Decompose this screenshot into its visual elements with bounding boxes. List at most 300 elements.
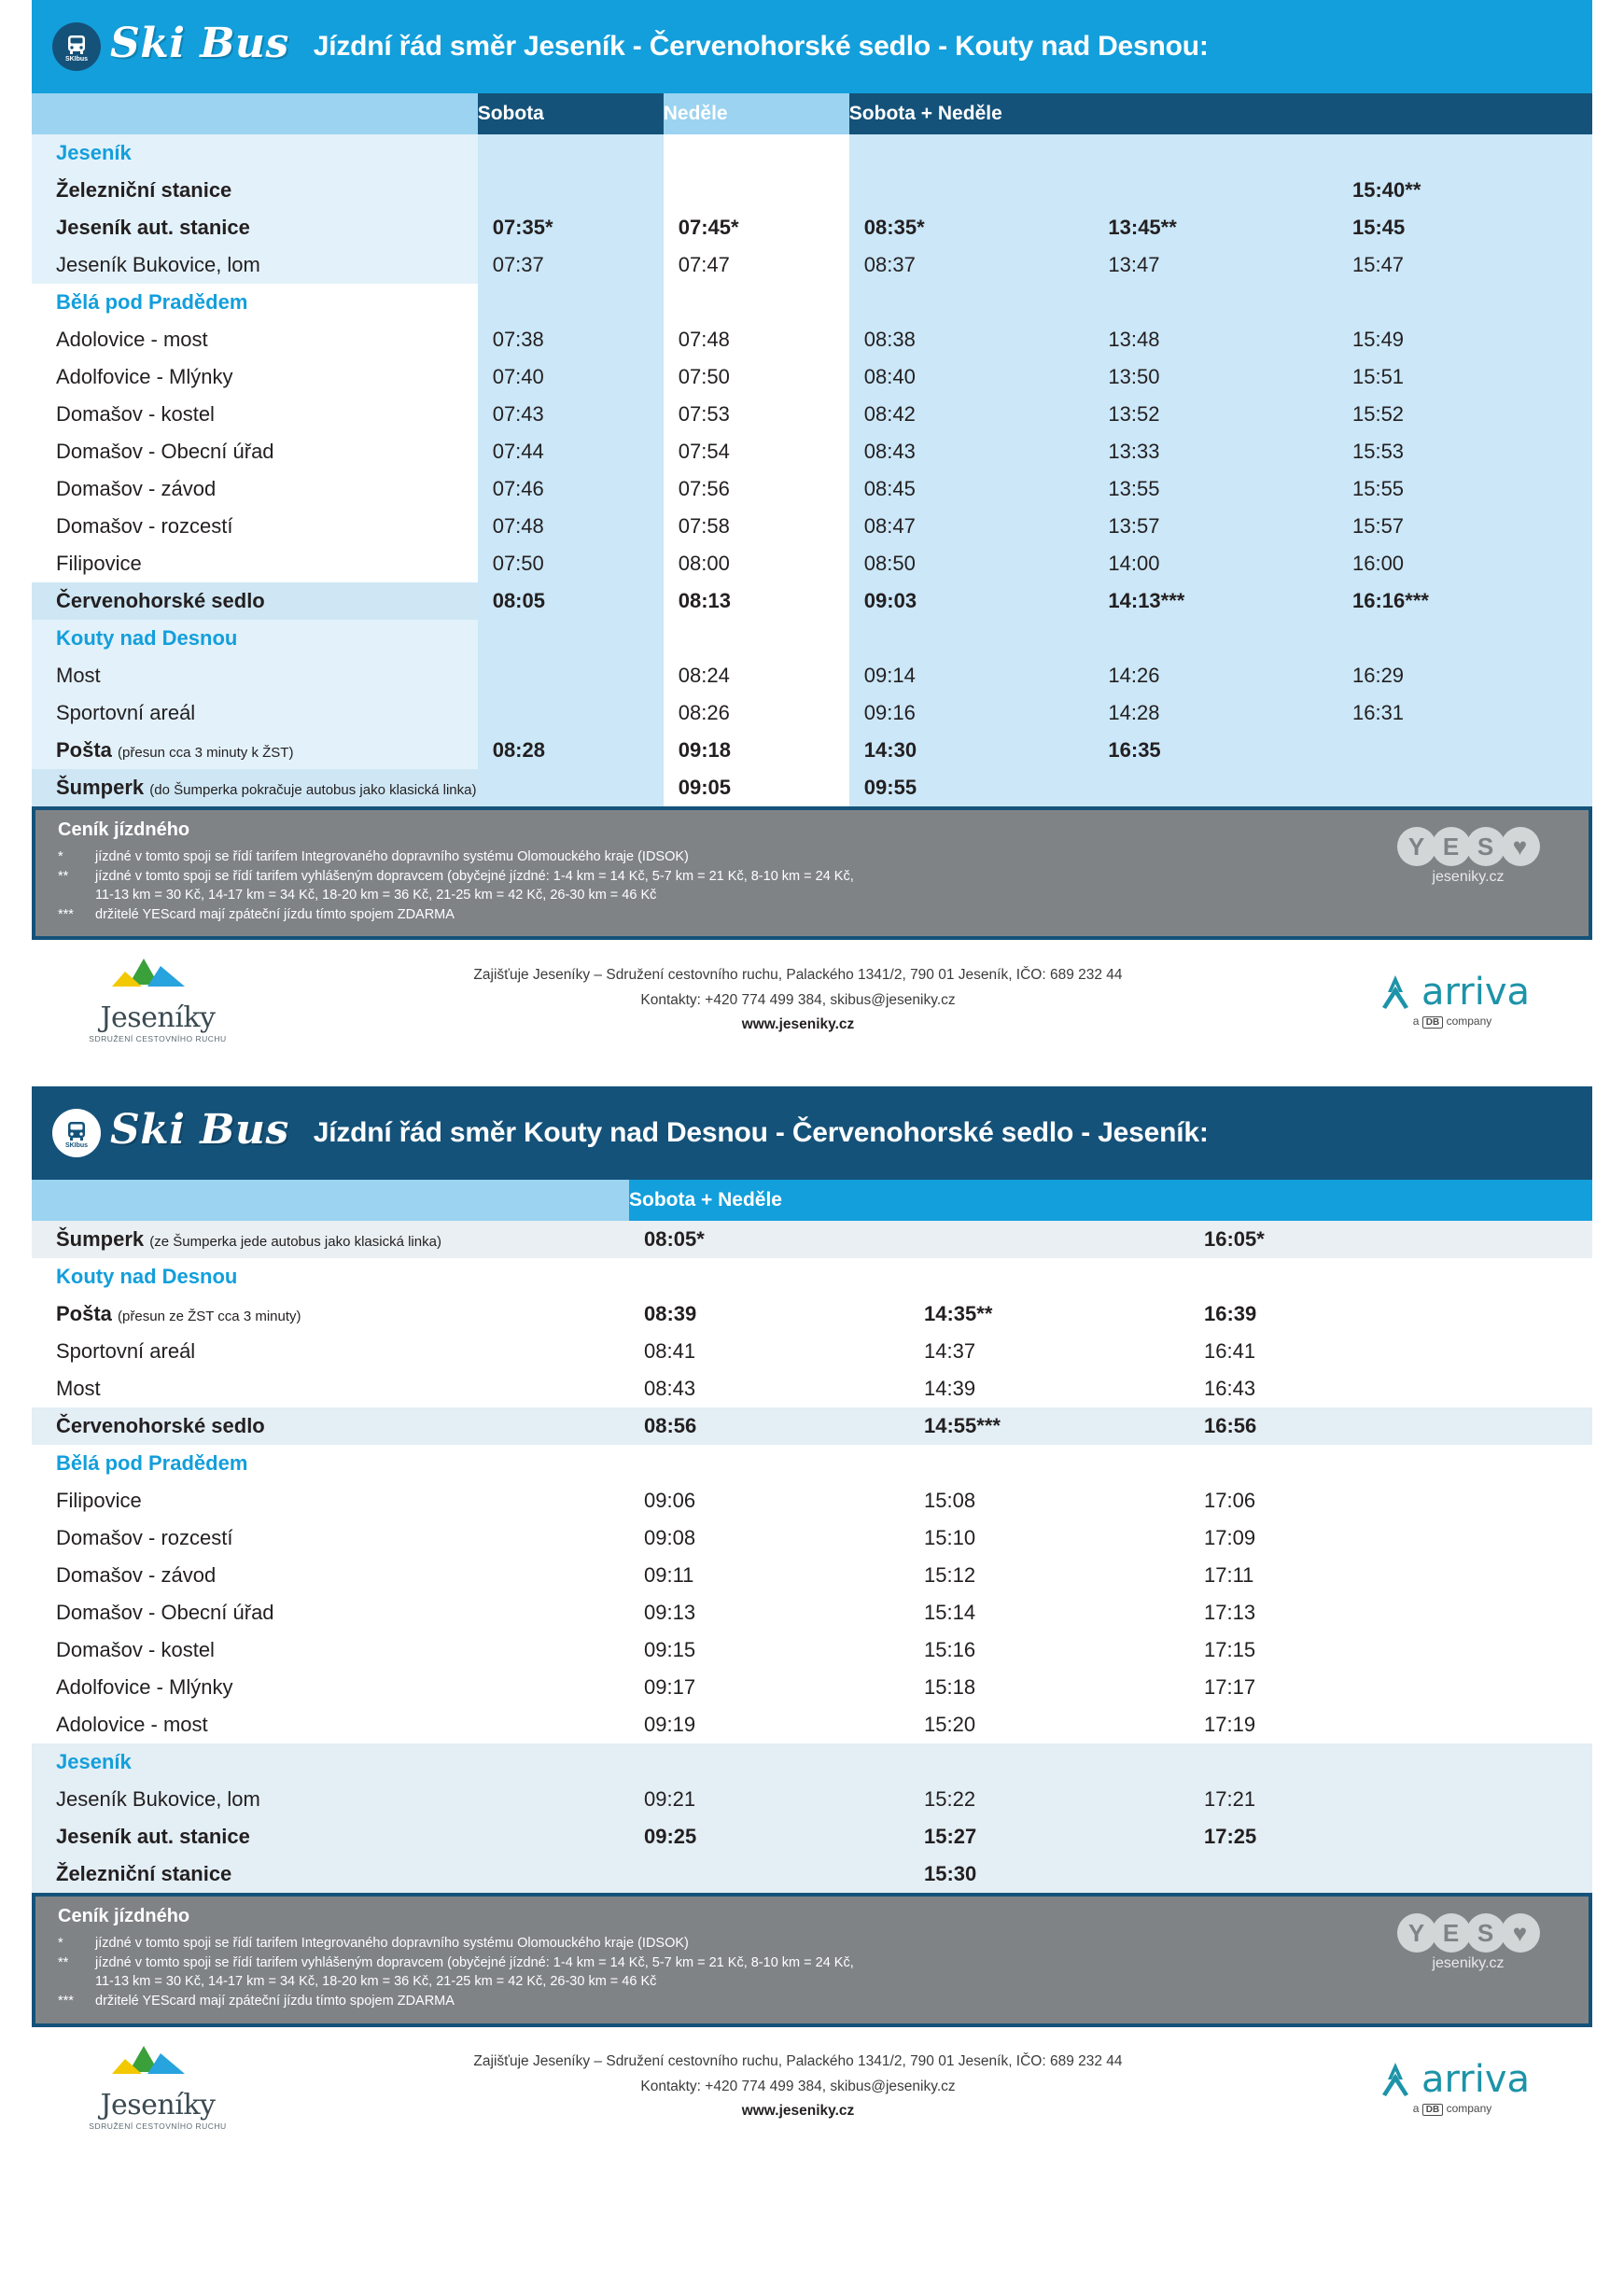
poster1-pricing-panel xyxy=(32,806,1592,940)
footnote-2-b xyxy=(58,1954,1361,1973)
stop-name: Jeseník xyxy=(56,1750,132,1774)
table-row xyxy=(32,321,1592,358)
departure-time: 16:31 xyxy=(1337,694,1592,732)
departure-time: 15:52 xyxy=(1337,396,1592,433)
departure-time: 15:47 xyxy=(1337,246,1592,284)
departure-time: 17:17 xyxy=(1204,1675,1256,1700)
pricing-heading-2: Ceník jízdného xyxy=(58,1906,190,1927)
departure-time: 09:13 xyxy=(644,1601,696,1625)
departure-time: 07:38 xyxy=(478,321,664,358)
footnote-3-text: držitelé YEScard mají zpáteční jízdu tímto spojem ZDARMA xyxy=(95,906,455,922)
departure-time: 16:56 xyxy=(1204,1414,1257,1438)
stop-name: Domašov - kostel xyxy=(56,1638,215,1662)
departure-time xyxy=(1189,1743,1592,1781)
departure-time: 09:15 xyxy=(644,1638,696,1662)
departure-time: 08:28 xyxy=(478,732,664,769)
departure-time: 16:39 xyxy=(1204,1302,1257,1326)
skibus-wordmark: Ski Bus xyxy=(110,20,289,67)
yescard-letter-y: Y xyxy=(1397,1913,1436,1953)
departure-time: 07:53 xyxy=(664,396,849,433)
footnote-2-b-text: jízdné v tomto spoji se řídí tarifem vyhlášeným dopravcem (obyčejné jízdné: 1-4 km = 14 Kč, 5-7 km = 21 Kč, 8-10 km = 24 Kč, xyxy=(95,1954,854,1970)
departure-time: 07:35* xyxy=(478,209,664,246)
departure-time: 09:03 xyxy=(849,582,1094,620)
departure-time xyxy=(664,620,849,657)
departure-time: 09:16 xyxy=(849,694,1094,732)
stop-name: Sportovní areál xyxy=(56,1339,196,1364)
departure-time xyxy=(1337,134,1592,172)
table-row xyxy=(32,582,1592,620)
header-stop-col xyxy=(32,93,478,134)
departure-time: 08:26 xyxy=(664,694,849,732)
header-sobota-nedele: Sobota + Neděle xyxy=(849,93,1592,134)
departure-time: 15:20 xyxy=(924,1713,976,1737)
departure-time: 14:13*** xyxy=(1093,582,1337,620)
table-row xyxy=(32,1781,1592,1818)
departure-time: 15:08 xyxy=(924,1489,976,1513)
poster1-footer xyxy=(32,940,1592,1064)
departure-time: 07:48 xyxy=(478,508,664,545)
departure-time: 15:40** xyxy=(1337,172,1592,209)
departure-time: 09:06 xyxy=(644,1489,696,1513)
departure-time xyxy=(629,1445,909,1482)
stop-name: Kouty nad Desnou xyxy=(56,626,238,650)
departure-time: 14:28 xyxy=(1093,694,1337,732)
stop-name: Železniční stanice xyxy=(56,178,232,202)
table-row xyxy=(32,1818,1592,1855)
departure-time: 08:00 xyxy=(664,545,849,582)
arriva-sub-c: company xyxy=(1446,1015,1492,1029)
departure-time xyxy=(664,284,849,321)
db-logo-2: DB xyxy=(1422,2104,1443,2116)
departure-time: 09:19 xyxy=(644,1713,696,1737)
departure-time: 08:45 xyxy=(849,470,1094,508)
departure-time xyxy=(1189,1445,1592,1482)
departure-time: 15:10 xyxy=(924,1526,976,1550)
departure-time xyxy=(1093,769,1337,806)
stop-name: Adolfovice - Mlýnky xyxy=(56,365,233,388)
departure-time xyxy=(849,172,1094,209)
table-row xyxy=(32,396,1592,433)
table-row xyxy=(32,1631,1592,1669)
departure-time: 07:44 xyxy=(478,433,664,470)
poster-inbound xyxy=(32,1086,1592,2150)
departure-time: 17:13 xyxy=(1204,1601,1256,1625)
departure-time: 16:29 xyxy=(1337,657,1592,694)
arriva-sub-a: a xyxy=(1412,1015,1420,1029)
departure-time: 13:52 xyxy=(1093,396,1337,433)
stop-name: Most xyxy=(56,664,101,687)
departure-time xyxy=(629,1855,909,1893)
table-row xyxy=(32,433,1592,470)
svg-text:SKIbus: SKIbus xyxy=(64,56,89,63)
table-row xyxy=(32,358,1592,396)
departure-time xyxy=(478,134,664,172)
footnote-2-b-cont-text: 11-13 km = 30 Kč, 14-17 km = 34 Kč, 18-20 km = 36 Kč, 21-25 km = 42 Kč, 26-30 km = 46 Kč xyxy=(95,1974,657,1990)
departure-time: 07:50 xyxy=(664,358,849,396)
departure-time: 09:18 xyxy=(664,732,849,769)
table-row xyxy=(32,620,1592,657)
footnote-2-mark: ** xyxy=(58,868,69,884)
departure-time: 08:47 xyxy=(849,508,1094,545)
table-row xyxy=(32,769,1592,806)
departure-time: 14:30 xyxy=(849,732,1094,769)
departure-time: 08:43 xyxy=(644,1377,696,1401)
yescard-logo-2 xyxy=(1361,1906,1575,1972)
departure-time: 15:30 xyxy=(924,1862,977,1886)
poster2-title: Jízdní řád směr Kouty nad Desnou - Červenohorské sedlo - Jeseník: xyxy=(313,1117,1209,1149)
departure-time: 09:17 xyxy=(644,1675,696,1700)
departure-time xyxy=(909,1258,1189,1295)
poster2-pricing-panel xyxy=(32,1893,1592,2026)
departure-time: 09:25 xyxy=(644,1825,697,1849)
table-row xyxy=(32,1407,1592,1445)
departure-time xyxy=(1093,172,1337,209)
departure-time xyxy=(478,172,664,209)
footer-website-2[interactable]: www.jeseniky.cz xyxy=(741,2103,855,2120)
departure-time: 09:21 xyxy=(644,1787,696,1812)
stop-name: Sportovní areál xyxy=(56,701,196,724)
table-row xyxy=(32,545,1592,582)
stop-name: Kouty nad Desnou xyxy=(56,1265,238,1289)
timetable-inbound-header xyxy=(32,1180,1592,1221)
arriva-wordmark: arriva xyxy=(1421,971,1530,1015)
departure-time: 15:18 xyxy=(924,1675,976,1700)
departure-time: 15:45 xyxy=(1337,209,1592,246)
arriva-logo-2 xyxy=(1331,2059,1574,2116)
departure-time: 09:08 xyxy=(644,1526,696,1550)
bus-icon xyxy=(52,1109,101,1157)
skibus-logo xyxy=(52,22,289,71)
departure-time xyxy=(849,134,1094,172)
departure-time xyxy=(664,172,849,209)
stop-name: Adolovice - most xyxy=(56,1713,208,1737)
stop-name: Červenohorské sedlo xyxy=(56,1414,265,1438)
footnote-2-text: jízdné v tomto spoji se řídí tarifem vyhlášeným dopravcem (obyčejné jízdné: 1-4 km = 14 Kč, 5-7 km = 21 Kč, 8-10 km = 24 Kč, xyxy=(95,868,854,884)
footnote-3 xyxy=(58,906,1361,925)
poster-outbound xyxy=(32,0,1592,1064)
heart-icon: ♥ xyxy=(1501,827,1540,866)
stop-name: Červenohorské sedlo xyxy=(56,589,265,612)
poster2-header xyxy=(32,1086,1592,1180)
table-row xyxy=(32,1333,1592,1370)
departure-time: 15:27 xyxy=(924,1825,977,1849)
stop-name: Šumperk (ze Šumperka jede autobus jako klasická linka) xyxy=(56,1227,441,1252)
departure-time xyxy=(1189,1258,1592,1295)
stop-name: Pošta (přesun cca 3 minuty k ŽST) xyxy=(56,738,294,762)
departure-time: 17:25 xyxy=(1204,1825,1257,1849)
heart-icon: ♥ xyxy=(1501,1913,1540,1953)
header-sobota: Sobota xyxy=(478,93,664,134)
departure-time: 17:11 xyxy=(1204,1563,1254,1588)
table-row xyxy=(32,246,1592,284)
table-row xyxy=(32,1258,1592,1295)
footnote-1-b xyxy=(58,1935,1361,1953)
footnote-1-b-mark: * xyxy=(58,1936,63,1952)
departure-time: 17:15 xyxy=(1204,1638,1256,1662)
departure-time: 08:43 xyxy=(849,433,1094,470)
yescard-letter-s: S xyxy=(1466,1913,1505,1953)
stop-name: Jeseník Bukovice, lom xyxy=(56,253,260,276)
departure-time: 17:09 xyxy=(1204,1526,1256,1550)
departure-time xyxy=(1337,284,1592,321)
poster1-title: Jízdní řád směr Jeseník - Červenohorské sedlo - Kouty nad Desnou: xyxy=(313,31,1209,62)
yescard-letter-s: S xyxy=(1466,827,1505,866)
departure-time xyxy=(849,284,1094,321)
departure-time xyxy=(1093,134,1337,172)
poster1-header xyxy=(32,0,1592,93)
skibus-wordmark-2: Ski Bus xyxy=(110,1106,289,1155)
departure-time: 07:40 xyxy=(478,358,664,396)
departure-time: 15:57 xyxy=(1337,508,1592,545)
departure-time: 15:22 xyxy=(924,1787,976,1812)
stop-name: Pošta (přesun ze ŽST cca 3 minuty) xyxy=(56,1302,301,1326)
departure-time: 17:21 xyxy=(1204,1787,1256,1812)
departure-time: 16:41 xyxy=(1204,1339,1256,1364)
departure-time xyxy=(478,284,664,321)
stop-name: Most xyxy=(56,1377,101,1401)
jeseniky-wordmark: Jeseníky xyxy=(100,1001,216,1035)
stop-name: Bělá pod Pradědem xyxy=(56,290,248,314)
departure-time: 15:16 xyxy=(924,1638,976,1662)
footnote-1-text: jízdné v tomto spoji se řídí tarifem Integrovaného dopravního systému Olomouckého kraje (IDSOK) xyxy=(95,849,689,864)
departure-time: 16:00 xyxy=(1337,545,1592,582)
header-stop-col-2 xyxy=(32,1180,629,1221)
departure-time: 13:47 xyxy=(1093,246,1337,284)
skibus-logo-2 xyxy=(52,1106,289,1157)
departure-time xyxy=(909,1743,1189,1781)
departure-time: 14:26 xyxy=(1093,657,1337,694)
departure-time xyxy=(629,1258,909,1295)
bus-icon xyxy=(52,22,101,71)
departure-time: 08:05* xyxy=(644,1227,705,1252)
stop-name: Jeseník Bukovice, lom xyxy=(56,1787,260,1812)
table-row xyxy=(32,694,1592,732)
departure-time: 09:55 xyxy=(849,769,1094,806)
table-row xyxy=(32,1482,1592,1519)
jeseniky-subtitle-2: SDRUŽENÍ CESTOVNÍHO RUCHU xyxy=(89,2121,227,2131)
footer-contact-2 xyxy=(265,2050,1331,2123)
departure-time xyxy=(909,1221,1189,1258)
departure-time xyxy=(1093,284,1337,321)
departure-time: 08:39 xyxy=(644,1302,697,1326)
table-row xyxy=(32,172,1592,209)
stop-name: Domašov - Obecní úřad xyxy=(56,440,274,463)
yescard-letter-e: E xyxy=(1432,1913,1471,1953)
footnote-1-mark: * xyxy=(58,849,63,864)
departure-time: 16:05* xyxy=(1204,1227,1265,1252)
departure-time: 09:11 xyxy=(644,1563,694,1588)
arriva-mark-icon xyxy=(1375,972,1416,1013)
arriva-subtitle xyxy=(1331,1015,1574,1029)
departure-time: 08:50 xyxy=(849,545,1094,582)
footnote-3-b-text: držitelé YEScard mají zpáteční jízdu tímto spojem ZDARMA xyxy=(95,1993,455,2009)
table-row xyxy=(32,1519,1592,1557)
departure-time xyxy=(478,620,664,657)
departure-time: 14:39 xyxy=(924,1377,976,1401)
jeseniky-subtitle: SDRUŽENÍ CESTOVNÍHO RUCHU xyxy=(89,1034,227,1044)
table-row xyxy=(32,732,1592,769)
table-row xyxy=(32,209,1592,246)
departure-time xyxy=(478,769,664,806)
departure-time: 08:05 xyxy=(478,582,664,620)
stop-name: Domašov - rozcestí xyxy=(56,514,233,538)
table-row xyxy=(32,1594,1592,1631)
jeseniky-logo-2 xyxy=(50,2044,265,2131)
table-row xyxy=(32,1706,1592,1743)
table-row xyxy=(32,284,1592,321)
stop-name: Jeseník xyxy=(56,141,132,164)
departure-time: 14:35** xyxy=(924,1302,993,1326)
departure-time: 13:48 xyxy=(1093,321,1337,358)
departure-time xyxy=(478,657,664,694)
departure-time: 08:13 xyxy=(664,582,849,620)
departure-time: 15:14 xyxy=(924,1601,976,1625)
departure-time xyxy=(1093,620,1337,657)
departure-time: 17:19 xyxy=(1204,1713,1256,1737)
departure-time: 15:53 xyxy=(1337,433,1592,470)
footnote-2-b-cont xyxy=(58,1973,1361,1992)
departure-time: 09:05 xyxy=(664,769,849,806)
departure-time: 07:48 xyxy=(664,321,849,358)
arriva-sub-c-2: company xyxy=(1446,2101,1492,2115)
table-row xyxy=(32,657,1592,694)
stop-name: Filipovice xyxy=(56,1489,142,1513)
header-sobota-nedele-2: Sobota + Neděle xyxy=(629,1180,1592,1221)
table-row xyxy=(32,1743,1592,1781)
departure-time: 07:50 xyxy=(478,545,664,582)
departure-time: 14:37 xyxy=(924,1339,976,1364)
departure-time xyxy=(849,620,1094,657)
stop-name: Železniční stanice xyxy=(56,1862,232,1886)
stop-name: Jeseník aut. stanice xyxy=(56,1825,250,1849)
poster2-footer xyxy=(32,2027,1592,2151)
departure-time: 15:55 xyxy=(1337,470,1592,508)
stop-name: Filipovice xyxy=(56,552,142,575)
arriva-subtitle-2 xyxy=(1331,2102,1574,2116)
departure-time: 08:56 xyxy=(644,1414,697,1438)
svg-text:SKIbus: SKIbus xyxy=(64,1142,89,1150)
departure-time: 07:43 xyxy=(478,396,664,433)
departure-time: 17:06 xyxy=(1204,1489,1256,1513)
departure-time: 13:45** xyxy=(1093,209,1337,246)
departure-time: 07:58 xyxy=(664,508,849,545)
departure-time: 08:40 xyxy=(849,358,1094,396)
stop-name: Adolovice - most xyxy=(56,328,208,351)
footnote-1 xyxy=(58,848,1361,867)
departure-time: 08:42 xyxy=(849,396,1094,433)
jeseniky-logo xyxy=(50,957,265,1043)
stop-name: Šumperk (do Šumperka pokračuje autobus jako klasická linka) xyxy=(56,776,477,799)
table-row xyxy=(32,1669,1592,1706)
timetable-outbound-header xyxy=(32,93,1592,134)
departure-time: 08:38 xyxy=(849,321,1094,358)
departure-time: 15:49 xyxy=(1337,321,1592,358)
departure-time: 14:00 xyxy=(1093,545,1337,582)
departure-time xyxy=(1337,620,1592,657)
table-row xyxy=(32,1221,1592,1258)
departure-time xyxy=(1337,769,1592,806)
arriva-sub-a-2: a xyxy=(1412,2101,1420,2115)
departure-time: 16:35 xyxy=(1093,732,1337,769)
departure-time: 16:43 xyxy=(1204,1377,1256,1401)
departure-time xyxy=(909,1445,1189,1482)
departure-time: 15:51 xyxy=(1337,358,1592,396)
footer-line-1-b: Zajišťuje Jeseníky – Sdružení cestovního ruchu, Palackého 1341/2, 790 01 Jeseník, IČO: 689 232 44 xyxy=(473,2053,1123,2070)
stop-name: Domašov - Obecní úřad xyxy=(56,1601,274,1625)
pricing-heading: Ceník jízdného xyxy=(58,819,190,840)
arriva-logo xyxy=(1331,972,1574,1029)
footnote-3-mark: *** xyxy=(58,906,74,922)
header-nedele: Neděle xyxy=(664,93,849,134)
departure-time: 07:56 xyxy=(664,470,849,508)
yescard-logo xyxy=(1361,819,1575,886)
departure-time xyxy=(1189,1855,1592,1893)
table-row xyxy=(32,134,1592,172)
departure-time xyxy=(664,134,849,172)
stop-name: Adolfovice - Mlýnky xyxy=(56,1675,233,1700)
table-row xyxy=(32,470,1592,508)
departure-time xyxy=(1337,732,1592,769)
mountains-icon xyxy=(88,2044,228,2087)
departure-time: 07:45* xyxy=(664,209,849,246)
stop-name: Domašov - rozcestí xyxy=(56,1526,233,1550)
stop-name: Domašov - závod xyxy=(56,1563,217,1588)
stop-name: Domašov - kostel xyxy=(56,402,215,426)
departure-time xyxy=(478,694,664,732)
departure-time: 13:57 xyxy=(1093,508,1337,545)
departure-time: 08:41 xyxy=(644,1339,696,1364)
departure-time: 07:46 xyxy=(478,470,664,508)
departure-time: 07:47 xyxy=(664,246,849,284)
stop-name: Domašov - závod xyxy=(56,477,217,500)
timetable-inbound xyxy=(32,1180,1592,1893)
footnote-2-cont-mark xyxy=(58,887,95,905)
departure-time: 07:37 xyxy=(478,246,664,284)
footer-line-2-b: Kontakty: +420 774 499 384, skibus@jeseniky.cz xyxy=(640,2078,956,2094)
footnote-2-cont xyxy=(58,887,1361,905)
footer-line-1: Zajišťuje Jeseníky – Sdružení cestovního ruchu, Palackého 1341/2, 790 01 Jeseník, IČO: 689 232 44 xyxy=(473,967,1123,984)
departure-time xyxy=(629,1743,909,1781)
table-row xyxy=(32,1445,1592,1482)
departure-time: 08:35* xyxy=(849,209,1094,246)
table-row xyxy=(32,1855,1592,1893)
arriva-mark-icon xyxy=(1375,2059,1416,2100)
mountains-icon xyxy=(88,957,228,1000)
footer-contact xyxy=(265,963,1331,1037)
stop-name: Bělá pod Pradědem xyxy=(56,1451,248,1476)
table-row xyxy=(32,508,1592,545)
timetable-outbound xyxy=(32,93,1592,806)
departure-time: 15:12 xyxy=(924,1563,976,1588)
footnote-3-b xyxy=(58,1993,1361,2011)
db-logo: DB xyxy=(1422,1016,1443,1029)
yescard-letter-y: Y xyxy=(1397,827,1436,866)
departure-time: 13:33 xyxy=(1093,433,1337,470)
departure-time: 13:50 xyxy=(1093,358,1337,396)
departure-time: 08:24 xyxy=(664,657,849,694)
yescard-letter-e: E xyxy=(1432,827,1471,866)
footnote-2-b-cont-mark xyxy=(58,1973,95,1992)
footnote-2-b-mark: ** xyxy=(58,1954,69,1970)
footer-website[interactable]: www.jeseniky.cz xyxy=(741,1015,855,1032)
table-row xyxy=(32,1295,1592,1333)
departure-time: 14:55*** xyxy=(924,1414,1001,1438)
footnote-2-cont-text: 11-13 km = 30 Kč, 14-17 km = 34 Kč, 18-20 km = 36 Kč, 21-25 km = 42 Kč, 26-30 km = 46 Kč xyxy=(95,888,657,903)
departure-time: 09:14 xyxy=(849,657,1094,694)
departure-time: 16:16*** xyxy=(1337,582,1592,620)
departure-time: 08:37 xyxy=(849,246,1094,284)
yescard-site-2: jeseniky.cz xyxy=(1432,1955,1505,1972)
